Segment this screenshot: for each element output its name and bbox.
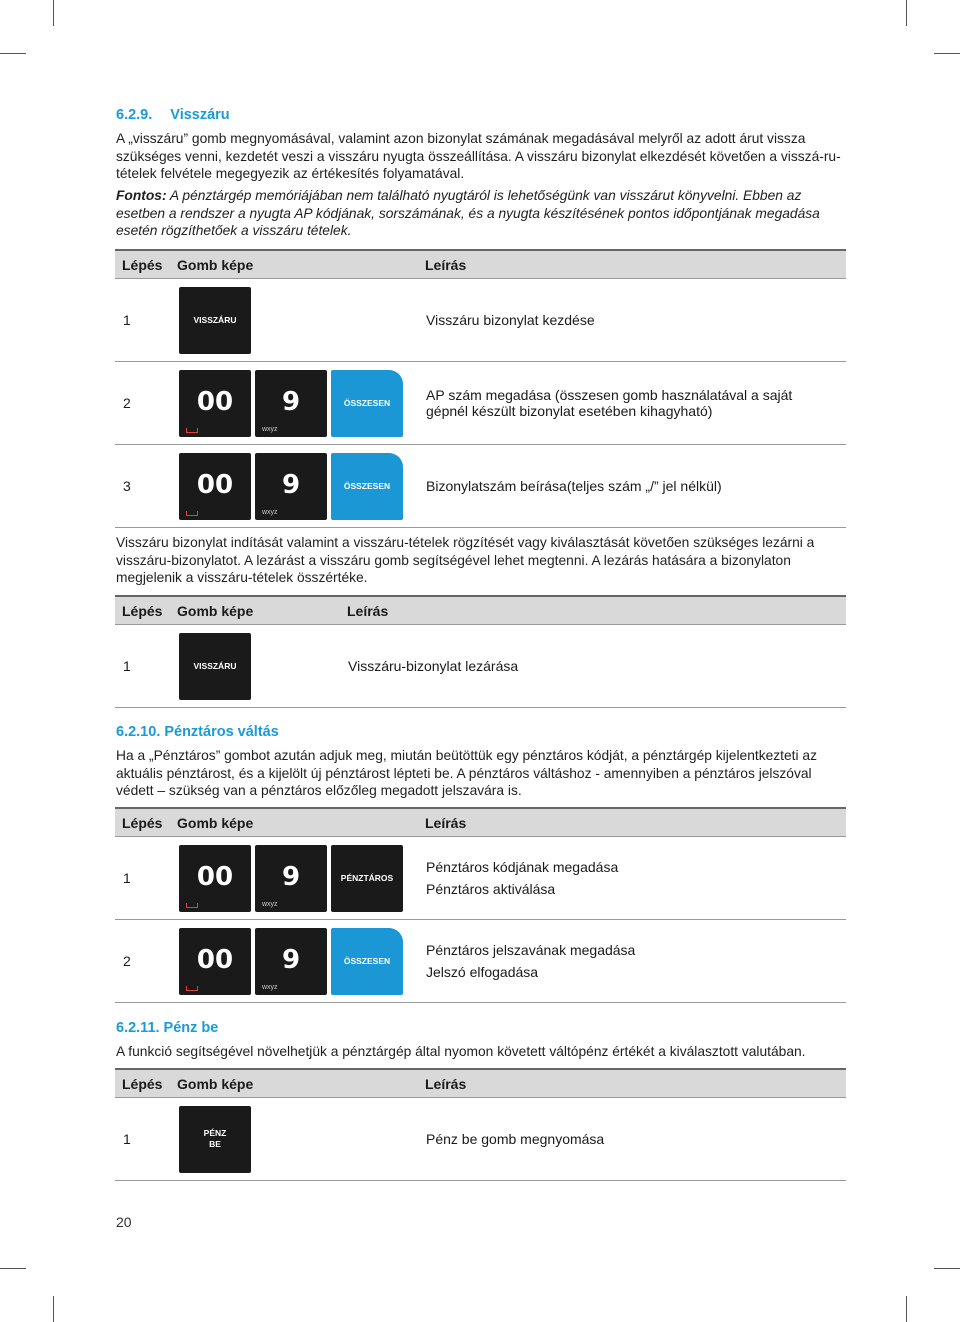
table-row bbox=[115, 920, 846, 1003]
step-number: 1 bbox=[115, 625, 170, 708]
steps-table bbox=[115, 249, 846, 528]
crop-mark bbox=[0, 1268, 26, 1269]
section-title: Pénztáros váltás bbox=[164, 724, 279, 740]
step-number: 2 bbox=[115, 920, 170, 1003]
step-description-line: Jelszó elfogadása bbox=[426, 964, 539, 980]
step-description bbox=[418, 837, 846, 920]
section-number: 6.2.11. bbox=[116, 1020, 160, 1036]
header-key: Gomb képe bbox=[170, 808, 418, 837]
table-row bbox=[115, 362, 846, 445]
header-desc: Leírás bbox=[418, 250, 846, 279]
step-number: 1 bbox=[115, 1098, 170, 1181]
step-description: AP szám megadása (összesen gomb használatával a saját gépnél készült bizonylat esetében kihagyható) bbox=[418, 362, 846, 445]
section-heading bbox=[116, 1020, 218, 1036]
section-title: Visszáru bbox=[170, 107, 230, 123]
table-header bbox=[115, 596, 846, 625]
step-description-line: Pénztáros kódjának megadása bbox=[426, 859, 619, 875]
step-description bbox=[418, 920, 846, 1003]
step-description-line: Pénztáros jelszavának megadása bbox=[426, 942, 636, 958]
double-zero-key-icon: 00 bbox=[179, 453, 251, 520]
paragraph: Visszáru bizonylat indítását valamint a visszáru-tételek rögzítését vagy kiválasztását követően szükséges lezárni a visszáru-bizonylatot. A lezárást a visszáru gomb segítségével lehet megtenni. A lezárás hatására a bizonylaton megjelenik a visszáru-tételek összértéke. bbox=[116, 535, 815, 585]
steps-table bbox=[115, 1068, 846, 1181]
step-number: 2 bbox=[115, 362, 170, 445]
step-description: Visszáru bizonylat kezdése bbox=[418, 279, 846, 362]
key-images bbox=[170, 625, 340, 708]
crop-mark bbox=[934, 53, 960, 54]
nine-key-icon: 9 wxyz bbox=[255, 453, 327, 520]
double-zero-key-icon: 00 bbox=[179, 928, 251, 995]
crop-mark bbox=[53, 1296, 54, 1322]
step-description: Bizonylatszám beírása(teljes szám „/” jel nélkül) bbox=[418, 445, 846, 528]
section-heading bbox=[116, 724, 279, 740]
header-key: Gomb képe bbox=[170, 596, 340, 625]
table-header bbox=[115, 808, 846, 837]
table-row bbox=[115, 837, 846, 920]
steps-table bbox=[115, 807, 846, 1003]
header-step: Lépés bbox=[115, 808, 170, 837]
crop-mark bbox=[53, 0, 54, 26]
paragraph: A „visszáru” gomb megnyomásával, valamint azon bizonylat számának megadásával melyről az adott árut vissza szükséges venni, kezdetét veszi a visszáru nyugta összeállítása. A visszáru bizonylat elkezdését követően a visszá-ru-tételek felvétele megegyezik az értékesítés folyamatával. bbox=[116, 131, 841, 181]
key-images bbox=[170, 362, 418, 445]
crop-mark bbox=[0, 53, 26, 54]
paragraph: Ha a „Pénztáros” gombot azután adjuk meg, miután beütöttük egy pénztáros kódját, a pénztárgép kijelentkezteti az aktuális pénztárost, és a kijelölt új pénztárost lépteti be. A pénztáros váltáshoz - amennyiben a pénztáros jelszóval védett – szükség van a pénztáros előzőleg megadott jelszavára is. bbox=[116, 748, 817, 798]
header-desc: Leírás bbox=[418, 808, 846, 837]
nine-key-icon: 9 wxyz bbox=[255, 845, 327, 912]
table-header bbox=[115, 1069, 846, 1098]
header-step: Lépés bbox=[115, 250, 170, 279]
steps-table bbox=[115, 595, 846, 708]
table-row bbox=[115, 1098, 846, 1181]
crop-mark bbox=[906, 1296, 907, 1322]
note-text: A pénztárgép memóriájában nem található nyugtáról is lehetőségünk van visszárut könyvelni. Ebben az esetben a rendszer a nyugta AP kódjának, sorszámának, és a nyugta készítésének pontos időpontjának megadása esetén rögzíthetőek a visszáru tételek. bbox=[116, 188, 820, 238]
paragraph: A funkció segítségével növelhetjük a pénztárgép által nyomon követett váltópénz értékét a kiválasztott valutában. bbox=[116, 1044, 806, 1059]
visszaru-key-icon: VISSZÁRU bbox=[179, 633, 251, 700]
key-images bbox=[170, 837, 418, 920]
crop-mark bbox=[906, 0, 907, 26]
crop-mark bbox=[934, 1268, 960, 1269]
table-row bbox=[115, 445, 846, 528]
table-row bbox=[115, 625, 846, 708]
step-description: Pénz be gomb megnyomása bbox=[418, 1098, 846, 1181]
section-number: 6.2.9. bbox=[116, 107, 153, 123]
key-images bbox=[170, 279, 418, 362]
header-key: Gomb képe bbox=[170, 1069, 418, 1098]
step-number: 3 bbox=[115, 445, 170, 528]
nine-key-icon: 9 wxyz bbox=[255, 928, 327, 995]
penztaros-key-icon: PÉNZTÁROS bbox=[331, 845, 403, 912]
header-desc: Leírás bbox=[340, 596, 846, 625]
step-number: 1 bbox=[115, 837, 170, 920]
visszaru-key-icon: VISSZÁRU bbox=[179, 287, 251, 354]
step-description: Visszáru-bizonylat lezárása bbox=[340, 625, 846, 708]
osszesen-key-icon: ÖSSZESEN bbox=[331, 453, 403, 520]
nine-key-icon: 9 wxyz bbox=[255, 370, 327, 437]
header-step: Lépés bbox=[115, 596, 170, 625]
note-paragraph bbox=[116, 187, 846, 240]
osszesen-key-icon: ÖSSZESEN bbox=[331, 370, 403, 437]
double-zero-key-icon: 00 bbox=[179, 370, 251, 437]
header-step: Lépés bbox=[115, 1069, 170, 1098]
header-key: Gomb képe bbox=[170, 250, 418, 279]
osszesen-key-icon: ÖSSZESEN bbox=[331, 928, 403, 995]
table-row bbox=[115, 279, 846, 362]
page-number: 20 bbox=[116, 1214, 132, 1230]
section-number: 6.2.10. bbox=[116, 724, 161, 740]
step-number: 1 bbox=[115, 279, 170, 362]
key-images bbox=[170, 920, 418, 1003]
section-heading bbox=[116, 107, 230, 123]
section-title: Pénz be bbox=[163, 1020, 219, 1036]
header-desc: Leírás bbox=[418, 1069, 846, 1098]
penz-be-key-icon: PÉNZ BE bbox=[179, 1106, 251, 1173]
double-zero-key-icon: 00 bbox=[179, 845, 251, 912]
key-images bbox=[170, 445, 418, 528]
step-description-line: Pénztáros aktiválása bbox=[426, 881, 556, 897]
table-header bbox=[115, 250, 846, 279]
note-label: Fontos: bbox=[116, 188, 167, 203]
key-images bbox=[170, 1098, 418, 1181]
